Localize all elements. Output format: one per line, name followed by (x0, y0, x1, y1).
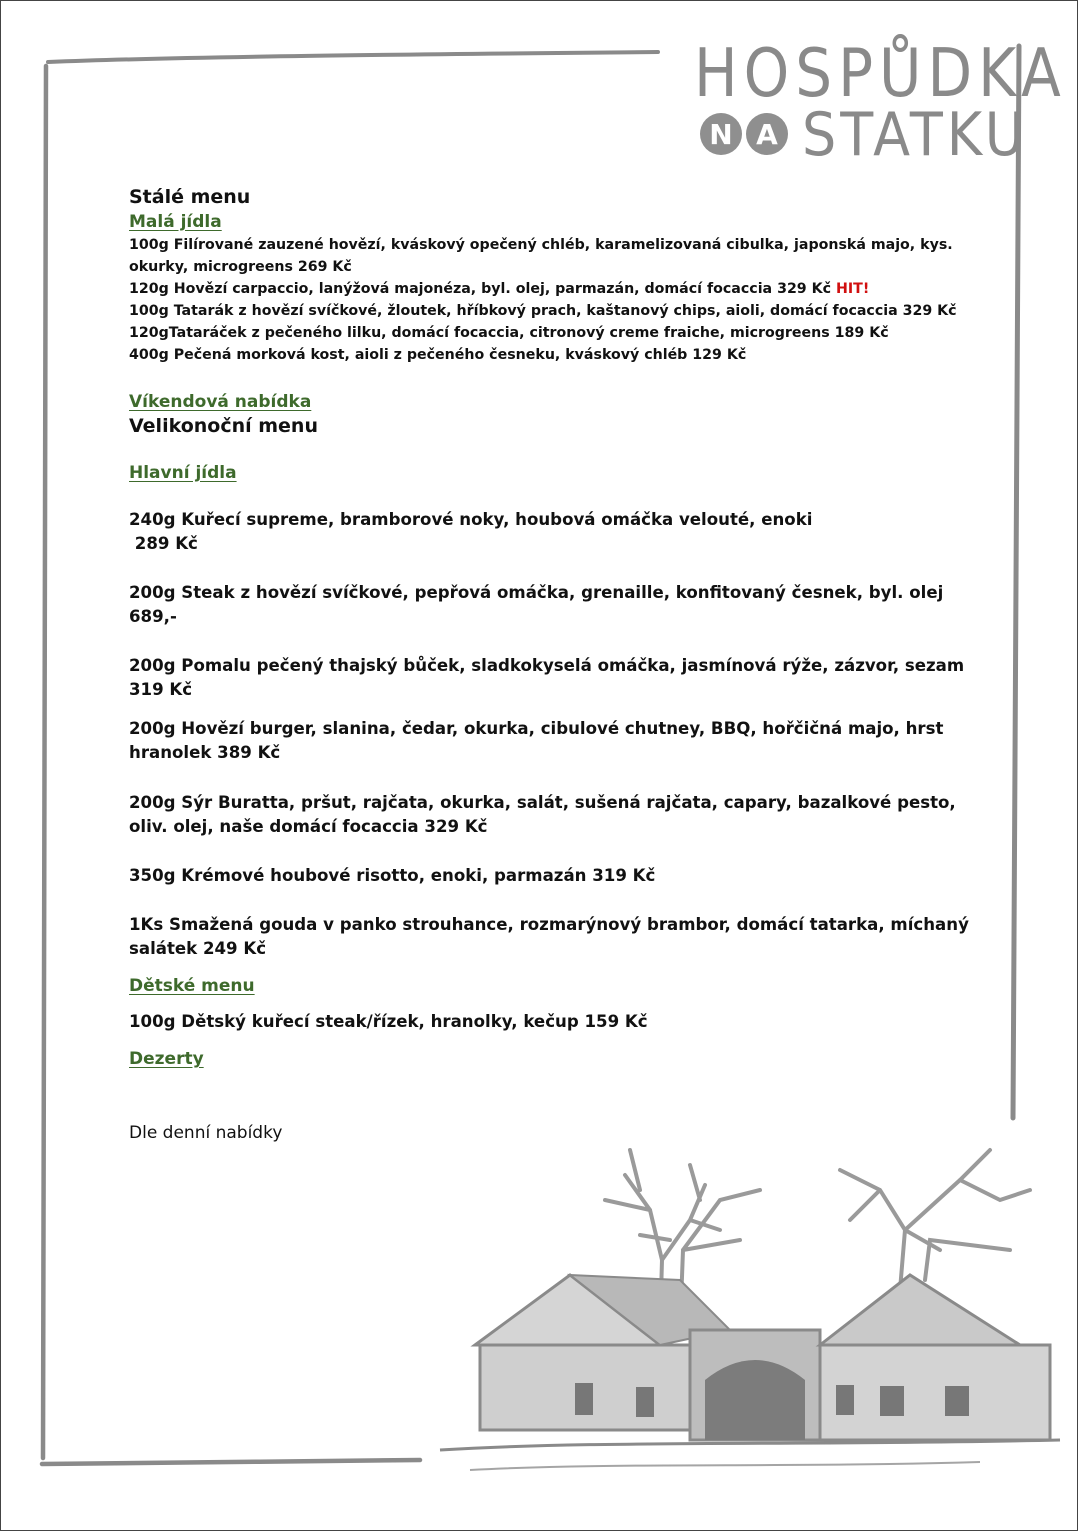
list-item: 200g Hovězí burger, slanina, čedar, okurka, cibulové chutney, BBQ, hořčičná majo, hrst hranolek 389 Kč (129, 719, 944, 762)
logo-text-statku: STATKU (802, 99, 1029, 169)
hit-badge: HIT! (835, 281, 870, 297)
list-item-text: 120g Hovězí carpaccio, lanýžová majonéza, byl. olej, parmazán, domácí focaccia 329 Kč (129, 281, 832, 297)
list-item: 289 Kč (129, 534, 198, 553)
list-item: 1Ks Smažená gouda v panko strouhance, rozmarýnový brambor, domácí tatarka, míchaný salátek 249 Kč (129, 915, 969, 958)
list-item: 200g Sýr Buratta, pršut, rajčata, okurka, salát, sušená rajčata, capary, bazalkové pesto, oliv. olej, naše domácí focaccia 329 Kč (129, 793, 956, 836)
logo-circle-a: A (746, 113, 788, 155)
logo-circle-n: N (700, 113, 742, 155)
small-dishes-list (129, 234, 969, 366)
easter-menu-subtitle: Velikonoční menu (129, 415, 318, 437)
menu-content (129, 186, 969, 1143)
list-item: 240g Kuřecí supreme, bramborové noky, houbová omáčka velouté, enoki (129, 510, 813, 529)
desserts-heading: Dezerty (129, 1049, 204, 1069)
menu-title: Stálé menu (129, 186, 251, 208)
list-item: 100g Filírované zauzené hovězí, kváskový opečený chléb, karamelizovaná cibulka, japonská majo, kys. okurky, microgreens 269 Kč (129, 237, 953, 275)
list-item: 200g Pomalu pečený thajský bůček, sladkokyselá omáčka, jasmínová rýže, zázvor, sezam 319 Kč (129, 656, 965, 699)
weekend-offer-heading: Víkendová nabídka (129, 392, 312, 412)
list-item: 120gTataráček z pečeného lilku, domácí focaccia, citronový creme fraiche, microgreens 189 Kč (129, 325, 889, 341)
list-item: 200g Steak z hovězí svíčkové, pepřová omáčka, grenaille, konfitovaný česnek, byl. olej 689,- (129, 583, 944, 626)
list-item: 100g Tatarák z hovězí svíčkové, žloutek, hříbkový prach, kaštanový chips, aioli, domácí focaccia 329 Kč (129, 303, 957, 319)
small-dishes-heading: Malá jídla (129, 212, 222, 232)
list-item: 400g Pečená morková kost, aioli z pečeného česneku, kváskový chléb 129 Kč (129, 347, 747, 363)
main-dishes-heading: Hlavní jídla (129, 463, 237, 483)
desserts-note: Dle denní nabídky (129, 1123, 283, 1143)
list-item: 100g Dětský kuřecí steak/řízek, hranolky, kečup 159 Kč (129, 1012, 648, 1031)
list-item: 350g Krémové houbové risotto, enoki, parmazán 319 Kč (129, 866, 656, 885)
kids-menu-heading: Dětské menu (129, 976, 255, 996)
logo-text-hospudka: HOSPŮDKA (694, 34, 1067, 113)
list-item (129, 278, 969, 300)
